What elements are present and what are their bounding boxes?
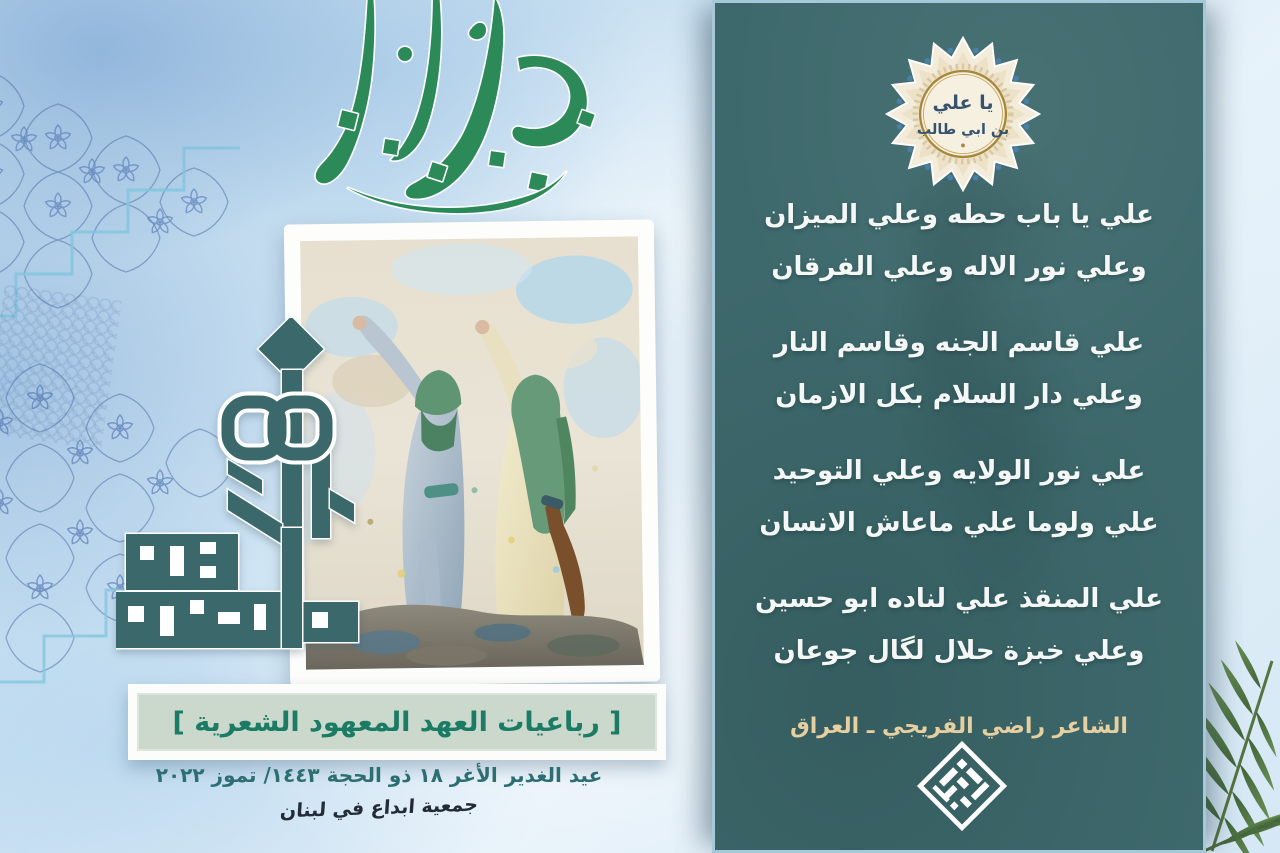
- verse-line: علي ولوما علي ماعاش الانسان: [759, 508, 1159, 538]
- couplet-4: [719, 573, 1199, 677]
- couplet-1: [719, 189, 1199, 293]
- verse-line: وعلي دار السلام بكل الازمان: [775, 380, 1143, 410]
- verse-line: علي المنقذ علي لناده ابو حسين: [754, 584, 1164, 614]
- association-signature: جمعية ابداع في لبنان: [279, 793, 479, 823]
- title-banner: [128, 684, 666, 760]
- kufic-square-stamp-icon: [913, 737, 1012, 836]
- event-date: عيد الغدير الأغر ١٨ ذو الحجة ١٤٤٣/ تموز ٢٠٢٢: [155, 763, 603, 787]
- verse-line: علي يا باب حطه وعلي الميزان: [764, 200, 1154, 230]
- diwani-green-calligraphy-icon: [282, 0, 612, 220]
- verse-line: علي قاسم الجنه وقاسم النار: [773, 328, 1145, 358]
- verse-line: علي نور الولايه وعلي التوحيد: [772, 456, 1146, 486]
- verse-line: وعلي نور الاله وعلي الفرقان: [771, 252, 1147, 282]
- poet-attribution: الشاعر راضي الفريجي ـ العراق: [790, 714, 1128, 739]
- couplet-3: [719, 445, 1199, 549]
- sixteen-point-star-medallion-icon: [882, 33, 1044, 195]
- poem-verses: [719, 189, 1199, 701]
- medallion-script-line2: بن ابي طالب: [916, 122, 1010, 139]
- banner-title: [ رباعيات العهد المعهود الشعرية ]: [172, 706, 622, 738]
- fish-scale-ornament: [0, 285, 122, 450]
- square-kufic-calligraphy-emblem-icon: [116, 318, 364, 670]
- palm-frond-icon: [1204, 605, 1280, 853]
- medallion-script-line1: يا علي: [932, 92, 994, 115]
- verse-panel: [712, 0, 1206, 853]
- verse-line: وعلي خبزة حلال لگال جوعان: [773, 636, 1145, 666]
- couplet-2: [719, 317, 1199, 421]
